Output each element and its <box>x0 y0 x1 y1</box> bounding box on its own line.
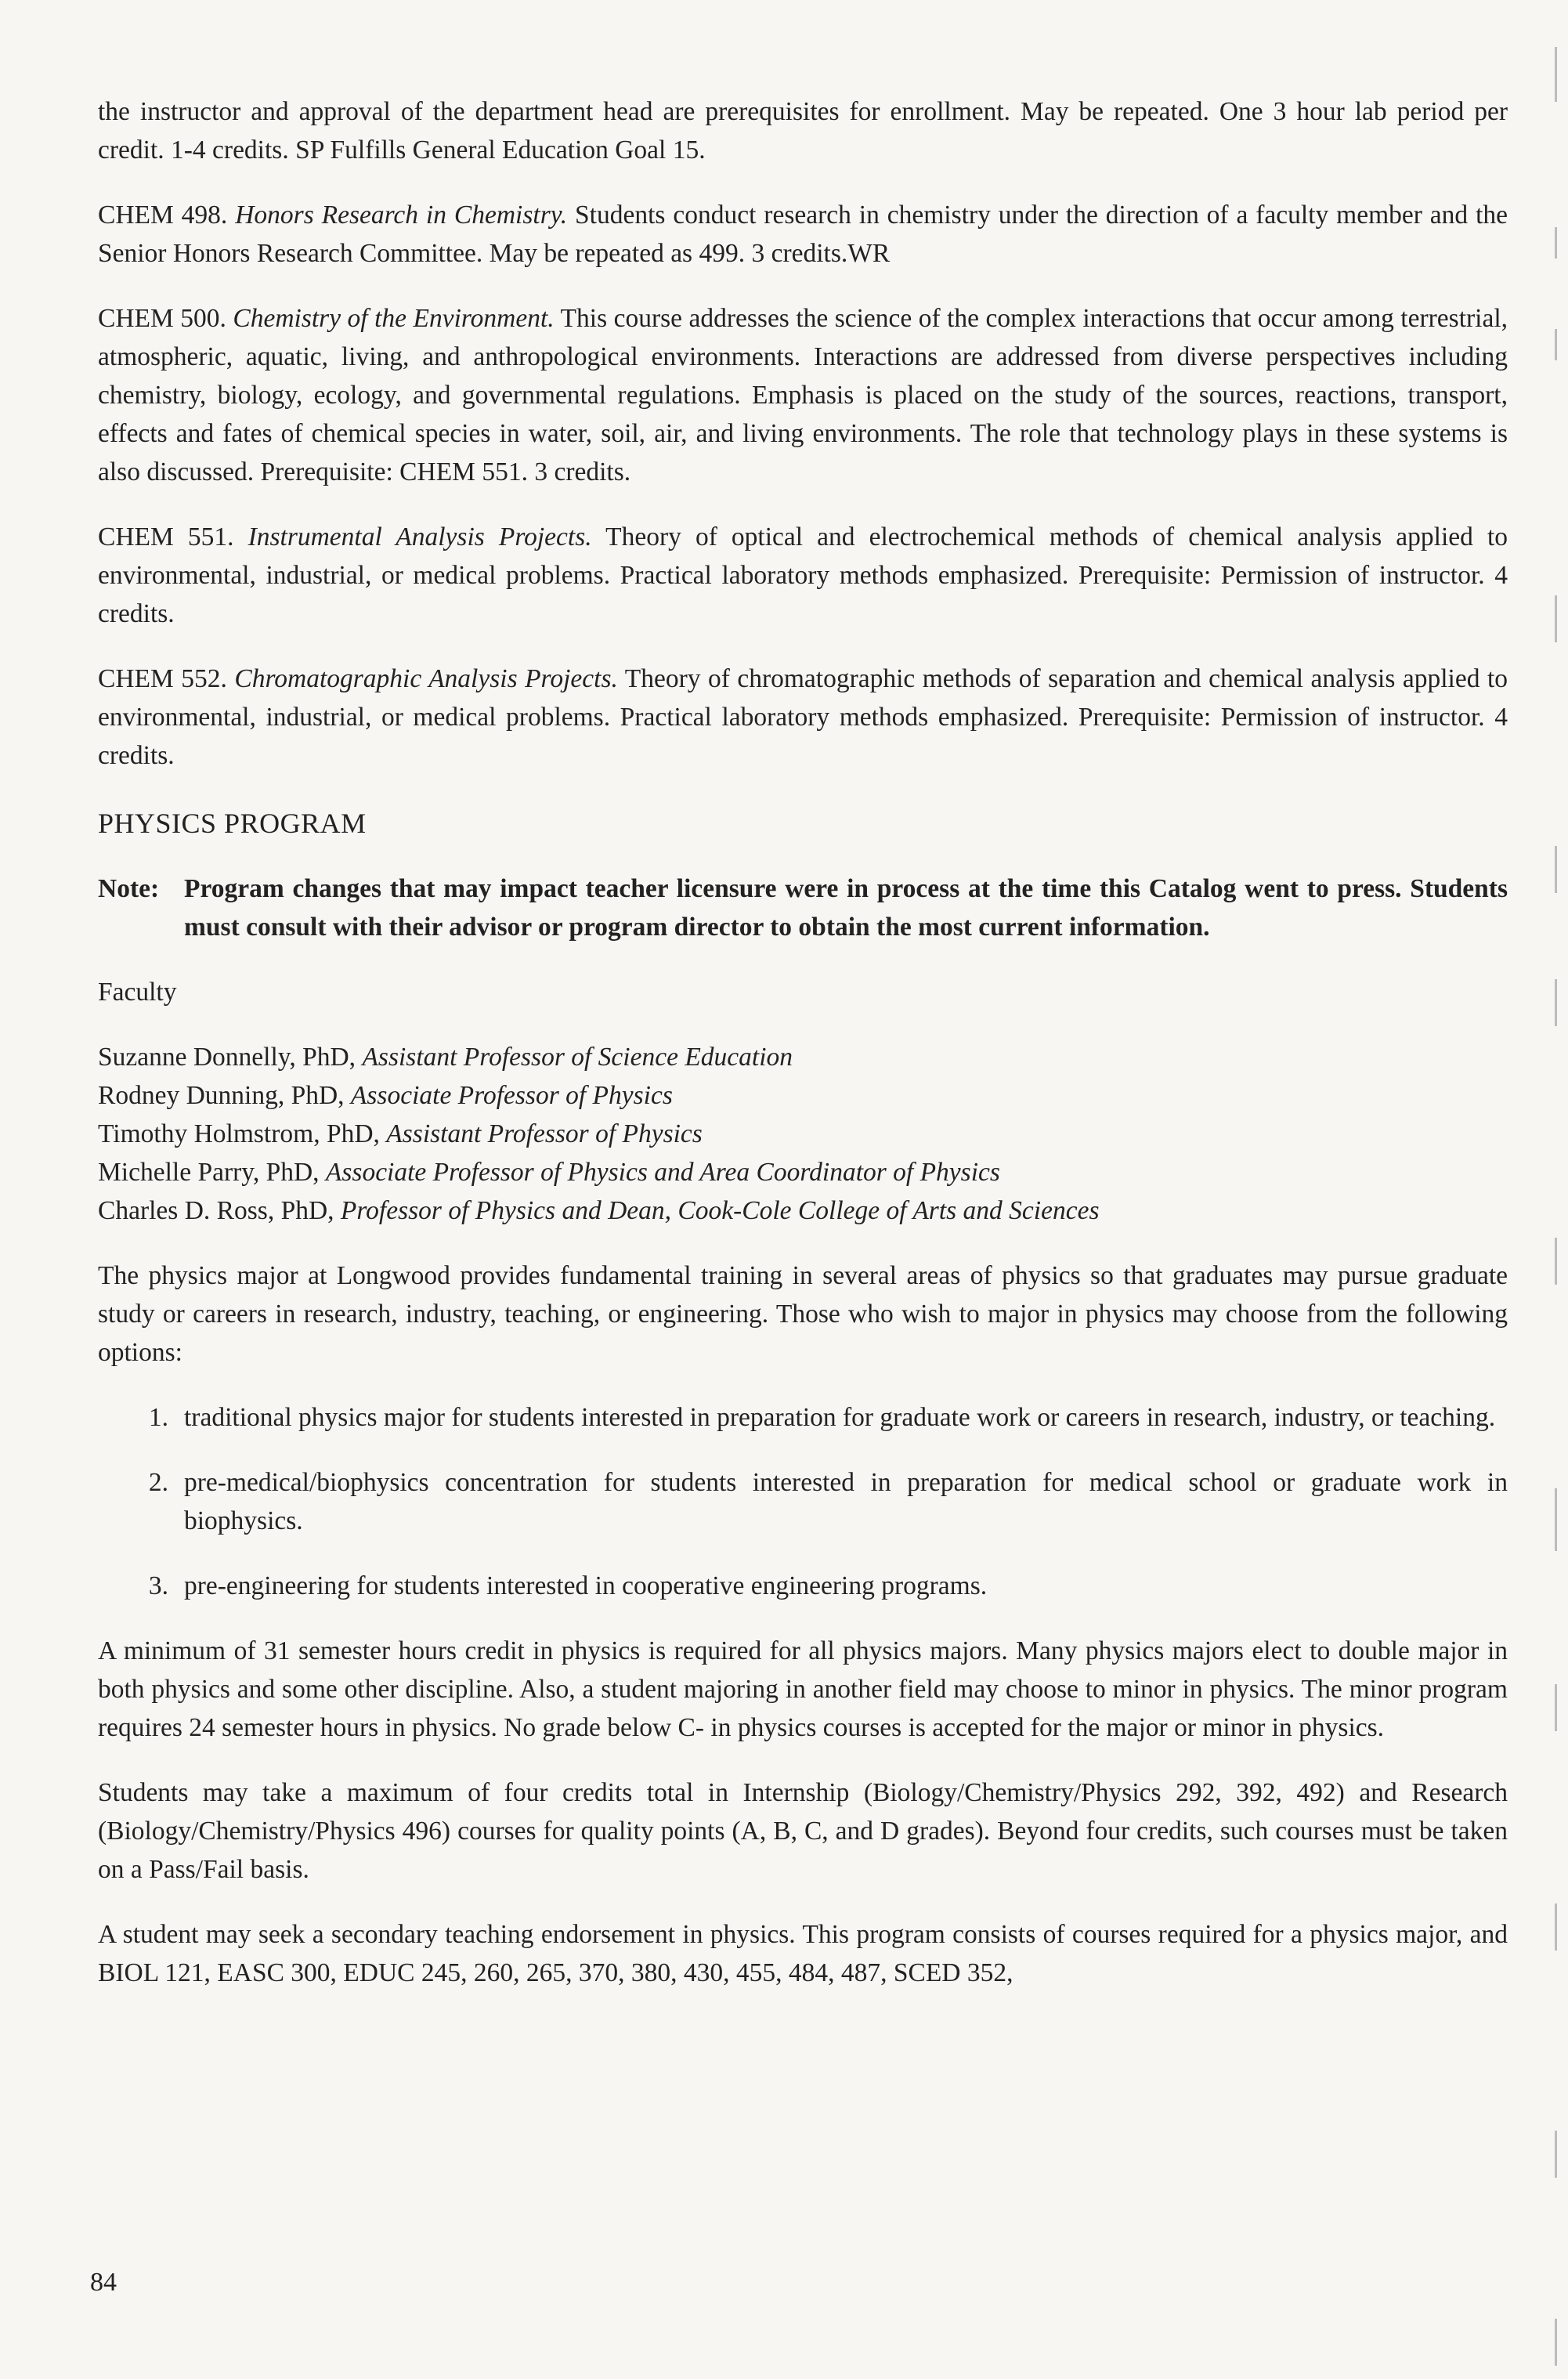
faculty-name: Timothy Holmstrom, PhD, <box>98 1119 380 1148</box>
faculty-member <box>98 1191 1508 1230</box>
list-item-number: 1. <box>148 1403 168 1432</box>
faculty-name: Rodney Dunning, PhD, <box>98 1081 345 1110</box>
catalog-page <box>98 92 1508 2019</box>
course-code: CHEM 500. <box>98 304 226 333</box>
scan-edge-mark <box>1555 329 1557 360</box>
scan-edge-mark <box>1555 1904 1557 1951</box>
program-note <box>98 870 1508 946</box>
faculty-name: Suzanne Donnelly, PhD, <box>98 1043 356 1072</box>
faculty-rank: Assistant Professor of Physics <box>386 1119 703 1148</box>
list-item-number: 2. <box>148 1468 168 1497</box>
major-intro-paragraph: The physics major at Longwood provides fundamental training in several areas of physics so that graduates may pursue graduate study or careers in research, industry, teaching, or engineering. Those who wish to major in physics may choose from the following options: <box>98 1261 1508 1367</box>
list-item-number: 3. <box>148 1571 168 1600</box>
faculty-member <box>98 1076 1508 1115</box>
course-description: Theory of optical and electrochemical methods of chemical analysis applied to environmental, industrial, or medical problems. Practical laboratory methods emphasized. Prerequisite: Permission of instructor. 4 credits. <box>98 522 1508 628</box>
course-code: CHEM 552. <box>98 664 227 693</box>
scan-edge-mark <box>1555 1238 1557 1285</box>
course-entry-chem-498 <box>98 196 1508 273</box>
list-item <box>98 1463 1508 1540</box>
course-description: This course addresses the science of the complex interactions that occur among terrestrial, atmospheric, aquatic, living, and anthropological environments. Interactions are addressed from diverse perspectives including chemistry, biology, ecology, and governmental regulations. Emphasis is placed on the study of the sources, reactions, transport, effects and fates of chemical species in water, soil, air, and living environments. The role that technology plays in these systems is also discussed. Prerequisite: CHEM 551. 3 credits. <box>98 304 1508 486</box>
faculty-rank: Associate Professor of Physics <box>350 1081 673 1110</box>
list-item-text: traditional physics major for students interested in preparation for graduate work or careers in research, industry, or teaching. <box>184 1403 1496 1432</box>
course-title: Instrumental Analysis Projects. <box>247 522 592 551</box>
scan-edge-mark <box>1555 2319 1557 2366</box>
faculty-heading: Faculty <box>98 978 177 1007</box>
intro-paragraph: the instructor and approval of the department head are prerequisites for enrollment. May be repeated. One 3 hour lab period per credit. 1-4 credits. SP Fulfills General Education Goal 15. <box>98 97 1508 165</box>
requirements-paragraph: A minimum of 31 semester hours credit in physics is required for all physics majors. Many physics majors elect to double major in both physics and some other discipline. Also, a student majoring in another field may choose to minor in physics. The minor program requires 24 semester hours in physics. No grade below C- in physics courses is accepted for the major or minor in physics. <box>98 1636 1508 1742</box>
faculty-list <box>98 1038 1508 1230</box>
course-code: CHEM 551. <box>98 522 234 551</box>
teaching-endorsement-paragraph: A student may seek a secondary teaching endorsement in physics. This program consists of courses required for a physics major, and BIOL 121, EASC 300, EDUC 245, 260, 265, 370, 380, 430, 455, 484, 487, SCED 352, <box>98 1920 1508 1987</box>
list-item <box>98 1567 1508 1605</box>
course-entry-chem-552 <box>98 660 1508 775</box>
faculty-rank: Professor of Physics and Dean, Cook-Cole College of Arts and Sciences <box>340 1196 1100 1225</box>
scan-edge-mark <box>1555 2131 1557 2178</box>
faculty-member <box>98 1153 1508 1191</box>
page-number: 84 <box>90 2268 117 2297</box>
faculty-member <box>98 1115 1508 1153</box>
course-title: Honors Research in Chemistry. <box>235 201 568 230</box>
faculty-rank: Assistant Professor of Science Education <box>362 1043 793 1072</box>
scan-edge-mark <box>1555 846 1557 893</box>
faculty-rank: Associate Professor of Physics and Area Coordinator of Physics <box>325 1158 1000 1187</box>
course-title: Chemistry of the Environment. <box>233 304 555 333</box>
scan-edge-mark <box>1555 979 1557 1026</box>
list-item-text: pre-engineering for students interested in cooperative engineering programs. <box>184 1571 988 1600</box>
scan-edge-mark <box>1555 47 1557 102</box>
scan-edge-mark <box>1555 1488 1557 1551</box>
course-description: Theory of chromatographic methods of separation and chemical analysis applied to environmental, industrial, or medical problems. Practical laboratory methods emphasized. Prerequisite: Permission of instructor. 4 credits. <box>98 664 1508 770</box>
scan-edge-mark <box>1555 1684 1557 1731</box>
list-item-text: pre-medical/biophysics concentration for students interested in preparation for medical school or graduate work in biophysics. <box>184 1468 1508 1535</box>
course-code: CHEM 498. <box>98 201 228 230</box>
faculty-name: Michelle Parry, PhD, <box>98 1158 320 1187</box>
scan-edge-mark <box>1555 227 1557 259</box>
course-title: Chromatographic Analysis Projects. <box>234 664 618 693</box>
note-text: Program changes that may impact teacher licensure were in process at the time this Catalog went to press. Students must consult with their advisor or program director to obtain the most current information. <box>184 874 1508 942</box>
faculty-name: Charles D. Ross, PhD, <box>98 1196 334 1225</box>
note-label: Note: <box>98 874 160 903</box>
options-list <box>98 1398 1508 1605</box>
list-item <box>98 1398 1508 1437</box>
program-heading: PHYSICS PROGRAM <box>98 808 367 839</box>
internship-paragraph: Students may take a maximum of four credits total in Internship (Biology/Chemistry/Physics 292, 392, 492) and Research (Biology/Chemistry/Physics 496) courses for quality points (A, B, C, and D grades). Beyond four credits, such courses must be taken on a Pass/Fail basis. <box>98 1778 1508 1884</box>
course-entry-chem-500 <box>98 299 1508 491</box>
faculty-member <box>98 1038 1508 1076</box>
course-entry-chem-551 <box>98 518 1508 633</box>
course-description: Students conduct research in chemistry under the direction of a faculty member and the Senior Honors Research Committee. May be repeated as 499. 3 credits.WR <box>98 201 1508 268</box>
scan-edge-mark <box>1555 595 1557 642</box>
